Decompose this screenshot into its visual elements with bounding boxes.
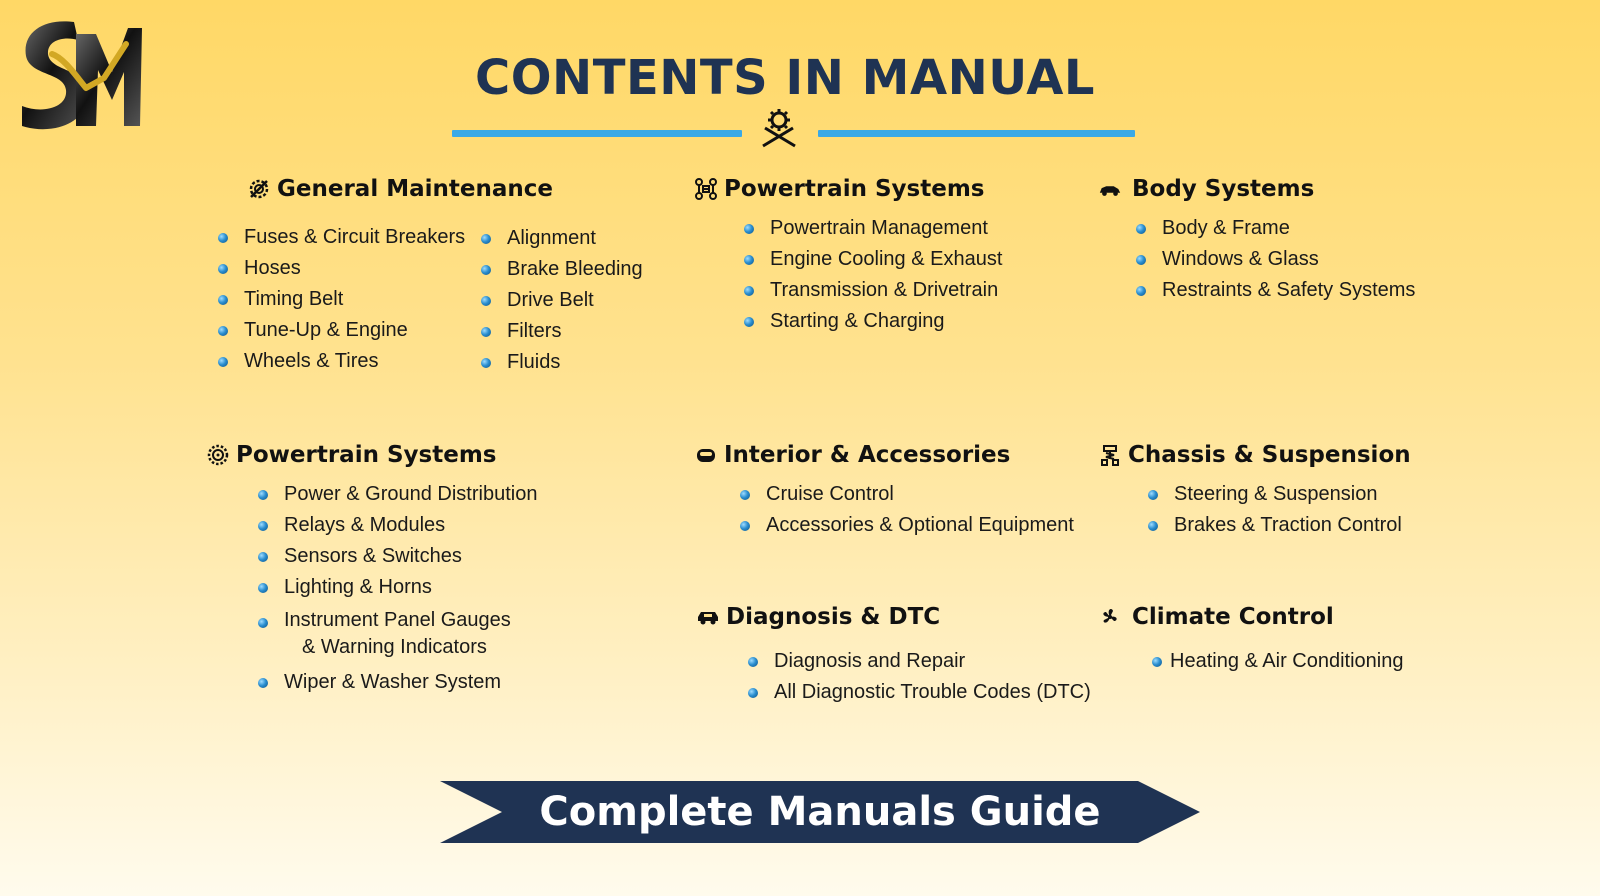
list-item: Body & Frame bbox=[1136, 213, 1415, 244]
drivetrain-icon bbox=[694, 177, 718, 201]
list-item-line: Instrument Panel Gauges bbox=[284, 609, 511, 631]
section-title: General Maintenance bbox=[277, 176, 553, 202]
diagnostic-car-icon bbox=[696, 605, 720, 629]
list-item: Wiper & Washer System bbox=[258, 667, 537, 698]
list-item: Powertrain Management bbox=[744, 213, 1002, 244]
section-title: Powertrain Systems bbox=[724, 176, 985, 202]
list-item: Heating & Air Conditioning bbox=[1152, 646, 1403, 677]
list-item: Alignment bbox=[481, 223, 643, 254]
list-item-line: & Warning Indicators bbox=[302, 636, 487, 658]
list-item: Diagnosis and Repair bbox=[748, 646, 1091, 677]
section-title: Climate Control bbox=[1132, 604, 1334, 630]
fan-icon bbox=[1098, 605, 1122, 629]
list-item bbox=[258, 607, 537, 661]
title-rule-right bbox=[818, 130, 1135, 137]
section-list bbox=[1148, 479, 1411, 541]
section-list bbox=[481, 223, 643, 378]
section-list bbox=[748, 646, 1091, 708]
section-title: Interior & Accessories bbox=[724, 442, 1011, 468]
list-item: Tune-Up & Engine bbox=[218, 315, 465, 346]
section-general-maintenance bbox=[247, 176, 553, 202]
gear-crossed-wrenches-icon bbox=[757, 108, 801, 148]
list-item: Accessories & Optional Equipment bbox=[740, 510, 1074, 541]
section-list bbox=[1152, 646, 1403, 677]
list-item: Brake Bleeding bbox=[481, 254, 643, 285]
car-icon bbox=[1098, 177, 1124, 201]
section-chassis-suspension bbox=[1098, 442, 1411, 541]
suspension-icon bbox=[1098, 443, 1122, 467]
section-title: Diagnosis & DTC bbox=[726, 604, 941, 630]
list-item: Fluids bbox=[481, 347, 643, 378]
list-item: Power & Ground Distribution bbox=[258, 479, 537, 510]
list-item: Relays & Modules bbox=[258, 510, 537, 541]
page-title: CONTENTS IN MANUAL bbox=[475, 50, 1095, 106]
list-item: Transmission & Drivetrain bbox=[744, 275, 1002, 306]
section-list bbox=[258, 479, 537, 698]
list-item: Windows & Glass bbox=[1136, 244, 1415, 275]
section-powertrain-systems-electrical bbox=[206, 442, 537, 698]
banner-label: Complete Manuals Guide bbox=[539, 789, 1101, 835]
section-body-systems bbox=[1098, 176, 1415, 306]
list-item: All Diagnostic Trouble Codes (DTC) bbox=[748, 677, 1091, 708]
list-item: Fuses & Circuit Breakers bbox=[218, 222, 465, 253]
section-title: Chassis & Suspension bbox=[1128, 442, 1411, 468]
section-climate-control bbox=[1098, 604, 1403, 677]
list-item: Lighting & Horns bbox=[258, 572, 537, 603]
section-list bbox=[1136, 213, 1415, 306]
list-item: Starting & Charging bbox=[744, 306, 1002, 337]
list-item: Drive Belt bbox=[481, 285, 643, 316]
engine-gear-icon bbox=[206, 443, 230, 467]
title-rule-left bbox=[452, 130, 742, 137]
section-title: Body Systems bbox=[1132, 176, 1315, 202]
section-title: Powertrain Systems bbox=[236, 442, 497, 468]
section-diagnosis-dtc bbox=[696, 604, 1091, 708]
list-item: Engine Cooling & Exhaust bbox=[744, 244, 1002, 275]
list-item: Sensors & Switches bbox=[258, 541, 537, 572]
car-seat-icon bbox=[694, 443, 718, 467]
gear-wrench-icon bbox=[247, 177, 271, 201]
section-list bbox=[744, 213, 1002, 337]
footer-banner bbox=[440, 781, 1200, 843]
list-item: Hoses bbox=[218, 253, 465, 284]
list-item: Steering & Suspension bbox=[1148, 479, 1411, 510]
section-powertrain-systems bbox=[694, 176, 1002, 337]
list-item: Timing Belt bbox=[218, 284, 465, 315]
section-interior-accessories bbox=[694, 442, 1074, 541]
list-item: Restraints & Safety Systems bbox=[1136, 275, 1415, 306]
list-item: Wheels & Tires bbox=[218, 346, 465, 377]
list-item: Brakes & Traction Control bbox=[1148, 510, 1411, 541]
section-list bbox=[740, 479, 1074, 541]
section-list bbox=[218, 222, 465, 377]
list-item: Filters bbox=[481, 316, 643, 347]
list-item: Cruise Control bbox=[740, 479, 1074, 510]
